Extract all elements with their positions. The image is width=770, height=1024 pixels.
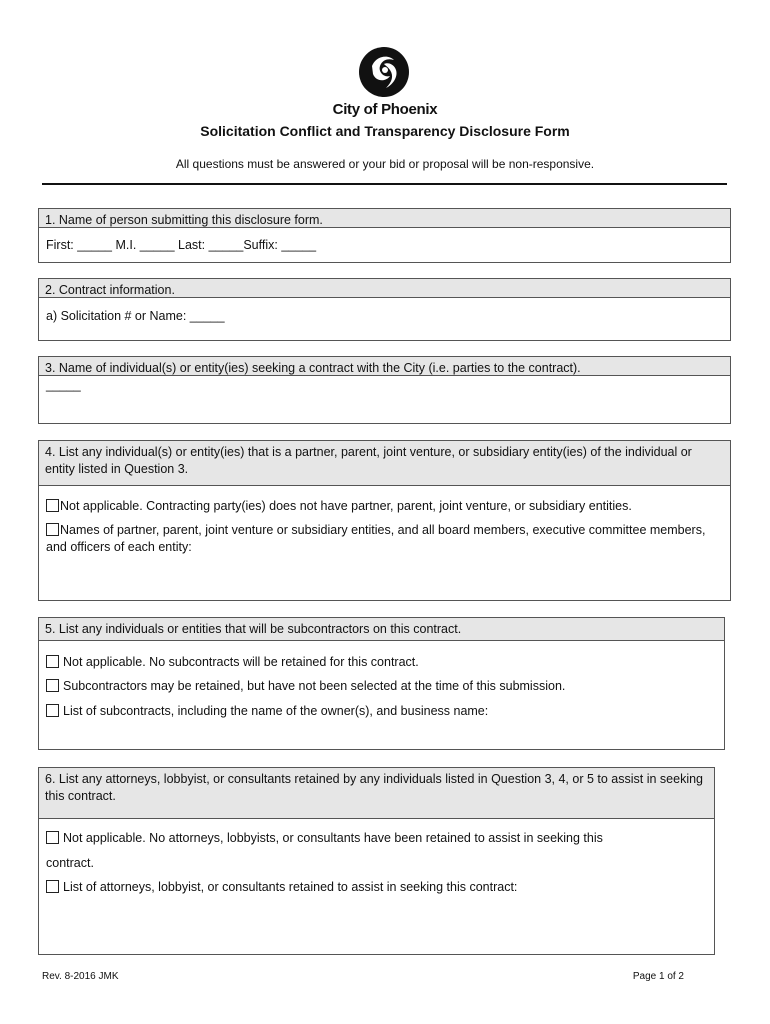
section-4-related-entities <box>38 440 731 601</box>
q4-option-not-applicable[interactable] <box>46 498 632 515</box>
parties-field[interactable]: _____ <box>46 378 81 392</box>
section-1-name <box>38 208 731 263</box>
section-4-heading: 4. List any individual(s) or entity(ies) that is a partner, parent, joint venture, or subsidiary entity(ies) of the individual or entity listed in Question 3. <box>39 441 730 486</box>
section-6-heading: 6. List any attorneys, lobbyist, or consultants retained by any individuals listed in Question 3, 4, or 5 to assist in seeking this contract. <box>39 768 714 819</box>
section-1-heading: 1. Name of person submitting this disclosure form. <box>39 209 730 228</box>
form-title: Solicitation Conflict and Transparency Disclosure Form <box>200 123 570 139</box>
solicitation-field[interactable]: a) Solicitation # or Name: _____ <box>46 309 225 323</box>
checkbox[interactable] <box>46 523 59 536</box>
q4-option-names[interactable] <box>46 522 718 556</box>
option-label: Not applicable. Contracting party(ies) does not have partner, parent, joint venture, or subsidiary entities. <box>60 499 632 513</box>
option-label: Names of partner, parent, joint venture or subsidiary entities, and all board members, executive committee members, and officers of each entity: <box>46 523 706 554</box>
section-5-heading: 5. List any individuals or entities that will be subcontractors on this contract. <box>39 618 724 641</box>
checkbox[interactable] <box>46 831 59 844</box>
option-label: Subcontractors may be retained, but have not been selected at the time of this submission. <box>63 679 566 693</box>
city-of-phoenix-logo <box>358 46 410 98</box>
q6-option-list[interactable] <box>46 879 517 896</box>
section-3-heading: 3. Name of individual(s) or entity(ies) seeking a contract with the City (i.e. parties to the contract). <box>39 357 730 376</box>
q5-option-not-applicable[interactable] <box>46 654 419 671</box>
checkbox[interactable] <box>46 679 59 692</box>
section-2-contract-info <box>38 278 731 341</box>
name-fields[interactable]: First: _____ M.I. _____ Last: _____Suffix: _____ <box>46 238 317 252</box>
option-label: Not applicable. No subcontracts will be retained for this contract. <box>63 655 419 669</box>
q5-option-list[interactable] <box>46 703 488 720</box>
q6-option-continuation: contract. <box>46 856 94 870</box>
q6-option-not-applicable[interactable] <box>46 830 603 847</box>
section-6-attorneys-lobbyists <box>38 767 715 955</box>
section-2-heading: 2. Contract information. <box>39 279 730 298</box>
section-5-subcontractors <box>38 617 725 750</box>
checkbox[interactable] <box>46 704 59 717</box>
header-divider <box>42 183 727 185</box>
option-label: List of subcontracts, including the name of the owner(s), and business name: <box>63 704 489 718</box>
form-subtitle: All questions must be answered or your bid or proposal will be non-responsive. <box>175 157 595 171</box>
revision-label: Rev. 8-2016 JMK <box>42 971 119 982</box>
section-3-parties <box>38 356 731 424</box>
checkbox[interactable] <box>46 499 59 512</box>
option-label: List of attorneys, lobbyist, or consultants retained to assist in seeking this contract: <box>63 880 518 894</box>
city-name: City of Phoenix <box>332 101 438 118</box>
checkbox[interactable] <box>46 655 59 668</box>
option-label: Not applicable. No attorneys, lobbyists, or consultants have been retained to assist in seeking this <box>63 831 603 845</box>
q5-option-may-be-retained[interactable] <box>46 678 565 695</box>
page-number: Page 1 of 2 <box>632 971 684 982</box>
checkbox[interactable] <box>46 880 59 893</box>
